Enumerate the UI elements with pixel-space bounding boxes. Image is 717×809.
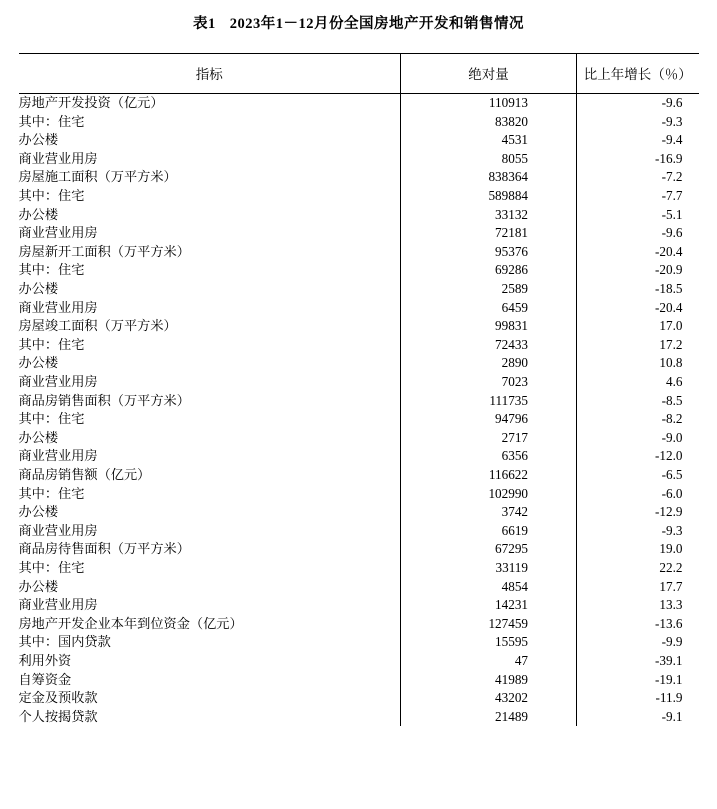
row-growth-value: 22.2 [577,559,699,578]
table-title-text: 2023年1－12月份全国房地产开发和销售情况 [229,16,524,32]
row-growth-value: 17.7 [577,577,699,596]
row-absolute-value: 33119 [401,559,577,578]
row-absolute-value: 95376 [401,243,577,262]
table-row [19,708,699,727]
table-row [19,540,699,559]
table-row [19,113,699,132]
row-absolute-value: 838364 [401,168,577,187]
row-absolute-value: 47 [401,652,577,671]
table-row [19,94,699,113]
row-growth-value: 13.3 [577,596,699,615]
row-growth-value: -39.1 [577,652,699,671]
row-indicator-label: 其中：国内贷款 [18,634,111,650]
row-absolute-value: 33132 [401,206,577,225]
column-header-growth: 比上年增长（％） [577,54,699,94]
row-absolute-value: 94796 [401,410,577,429]
row-absolute-value: 2589 [401,280,577,299]
row-indicator-label: 商品房销售面积（万平方米） [18,392,190,408]
row-absolute-value: 3742 [401,503,577,522]
row-indicator-label: 自筹资金 [18,671,72,687]
row-indicator-label: 办公楼 [18,429,59,445]
row-indicator-label: 房地产开发投资（亿元） [18,95,164,111]
row-absolute-value: 6459 [401,299,577,318]
table-row [19,317,699,336]
table-row [19,633,699,652]
row-growth-value: -9.9 [577,633,699,652]
row-absolute-value: 589884 [401,187,577,206]
table-row [19,131,699,150]
row-growth-value: -20.9 [577,261,699,280]
row-absolute-value: 6619 [401,522,577,541]
table-row [19,168,699,187]
row-growth-value: -20.4 [577,299,699,318]
row-growth-value: -18.5 [577,280,699,299]
row-growth-value: -19.1 [577,670,699,689]
row-growth-value: 10.8 [577,354,699,373]
row-indicator-label: 商业营业用房 [18,374,98,389]
row-indicator-label: 其中：住宅 [18,113,85,129]
row-growth-value: -7.7 [577,187,699,206]
table-row [19,410,699,429]
row-indicator-label: 商业营业用房 [18,150,98,166]
row-indicator-label: 房屋施工面积（万平方米） [18,169,177,185]
row-absolute-value: 2717 [401,429,577,448]
row-growth-value: -8.5 [577,392,699,411]
row-indicator-label: 其中：住宅 [18,559,85,575]
row-indicator-label: 其中：住宅 [18,336,85,352]
row-indicator-label: 利用外资 [18,652,72,668]
page-title [0,0,717,39]
row-growth-value: -9.6 [577,94,699,113]
row-absolute-value: 14231 [401,596,577,615]
row-absolute-value: 21489 [401,708,577,727]
table-row [19,466,699,485]
table-row [19,559,699,578]
row-growth-value: -11.9 [577,689,699,708]
table-row [19,187,699,206]
row-indicator-label: 房地产开发企业本年到位资金（亿元） [18,615,243,631]
row-growth-value: -6.0 [577,484,699,503]
table-row [19,150,699,169]
table-row [19,503,699,522]
row-absolute-value: 83820 [401,113,577,132]
row-absolute-value: 102990 [401,484,577,503]
row-growth-value: -5.1 [577,206,699,225]
table-row [19,577,699,596]
table-row [19,392,699,411]
row-growth-value: 19.0 [577,540,699,559]
row-absolute-value: 4531 [401,131,577,150]
row-growth-value: -8.2 [577,410,699,429]
table-row [19,373,699,392]
row-indicator-label: 办公楼 [18,132,59,148]
row-indicator-label: 个人按揭贷款 [18,708,98,724]
row-absolute-value: 4854 [401,577,577,596]
row-indicator-label: 定金及预收款 [18,690,98,706]
column-header-indicator: 指标 [19,54,401,94]
table-row [19,206,699,225]
row-absolute-value: 43202 [401,689,577,708]
row-growth-value: -9.3 [577,522,699,541]
row-absolute-value: 15595 [401,633,577,652]
table-body [19,94,699,727]
row-growth-value: 4.6 [577,373,699,392]
row-absolute-value: 67295 [401,540,577,559]
row-growth-value: -7.2 [577,168,699,187]
table-row [19,615,699,634]
row-indicator-label: 商品房待售面积（万平方米） [18,541,190,557]
table-row [19,484,699,503]
row-indicator-label: 商业营业用房 [18,225,98,241]
table-row [19,652,699,671]
row-indicator-label: 商业营业用房 [18,522,98,538]
row-growth-value: -9.3 [577,113,699,132]
table-row [19,596,699,615]
row-growth-value: -13.6 [577,615,699,634]
table-row [19,429,699,448]
row-indicator-label: 商业营业用房 [18,448,98,464]
row-indicator-label: 其中：住宅 [18,188,85,204]
table-row [19,280,699,299]
table-row [19,670,699,689]
row-growth-value: -9.4 [577,131,699,150]
row-absolute-value: 8055 [401,150,577,169]
row-indicator-label: 办公楼 [18,504,59,520]
table-row [19,336,699,355]
row-growth-value: 17.2 [577,336,699,355]
row-growth-value: 17.0 [577,317,699,336]
row-absolute-value: 127459 [401,615,577,634]
table-row [19,261,699,280]
row-growth-value: -9.6 [577,224,699,243]
row-absolute-value: 110913 [401,94,577,113]
row-absolute-value: 72433 [401,336,577,355]
table-row [19,689,699,708]
row-growth-value: -16.9 [577,150,699,169]
row-absolute-value: 6356 [401,447,577,466]
row-absolute-value: 7023 [401,373,577,392]
row-indicator-label: 办公楼 [18,578,59,594]
row-growth-value: -12.9 [577,503,699,522]
table-row [19,447,699,466]
row-indicator-label: 其中：住宅 [18,262,85,278]
row-indicator-label: 商业营业用房 [18,597,98,613]
row-growth-value: -6.5 [577,466,699,485]
table-number: 表1 [193,16,216,32]
row-indicator-label: 其中：住宅 [18,485,85,501]
row-indicator-label: 办公楼 [18,206,59,222]
row-absolute-value: 116622 [401,466,577,485]
row-indicator-label: 商业营业用房 [18,299,98,315]
row-indicator-label: 办公楼 [18,281,59,297]
row-indicator-label: 房屋竣工面积（万平方米） [18,318,177,334]
row-absolute-value: 69286 [401,261,577,280]
row-absolute-value: 72181 [401,224,577,243]
row-absolute-value: 2890 [401,354,577,373]
row-indicator-label: 办公楼 [18,355,59,371]
table-header [19,54,699,94]
table-row [19,243,699,262]
row-indicator-label: 其中：住宅 [18,411,85,427]
statistics-table [19,53,699,726]
table-row [19,354,699,373]
column-header-absolute: 绝对量 [401,54,577,94]
row-growth-value: -12.0 [577,447,699,466]
row-growth-value: -9.0 [577,429,699,448]
table-row [19,299,699,318]
header-row [19,54,699,94]
table-row [19,224,699,243]
row-absolute-value: 41989 [401,670,577,689]
table-row [19,522,699,541]
row-indicator-label: 房屋新开工面积（万平方米） [18,243,190,259]
row-growth-value: -20.4 [577,243,699,262]
row-absolute-value: 99831 [401,317,577,336]
row-absolute-value: 111735 [401,392,577,411]
row-indicator-label: 商品房销售额（亿元） [18,466,151,482]
row-growth-value: -9.1 [577,708,699,727]
